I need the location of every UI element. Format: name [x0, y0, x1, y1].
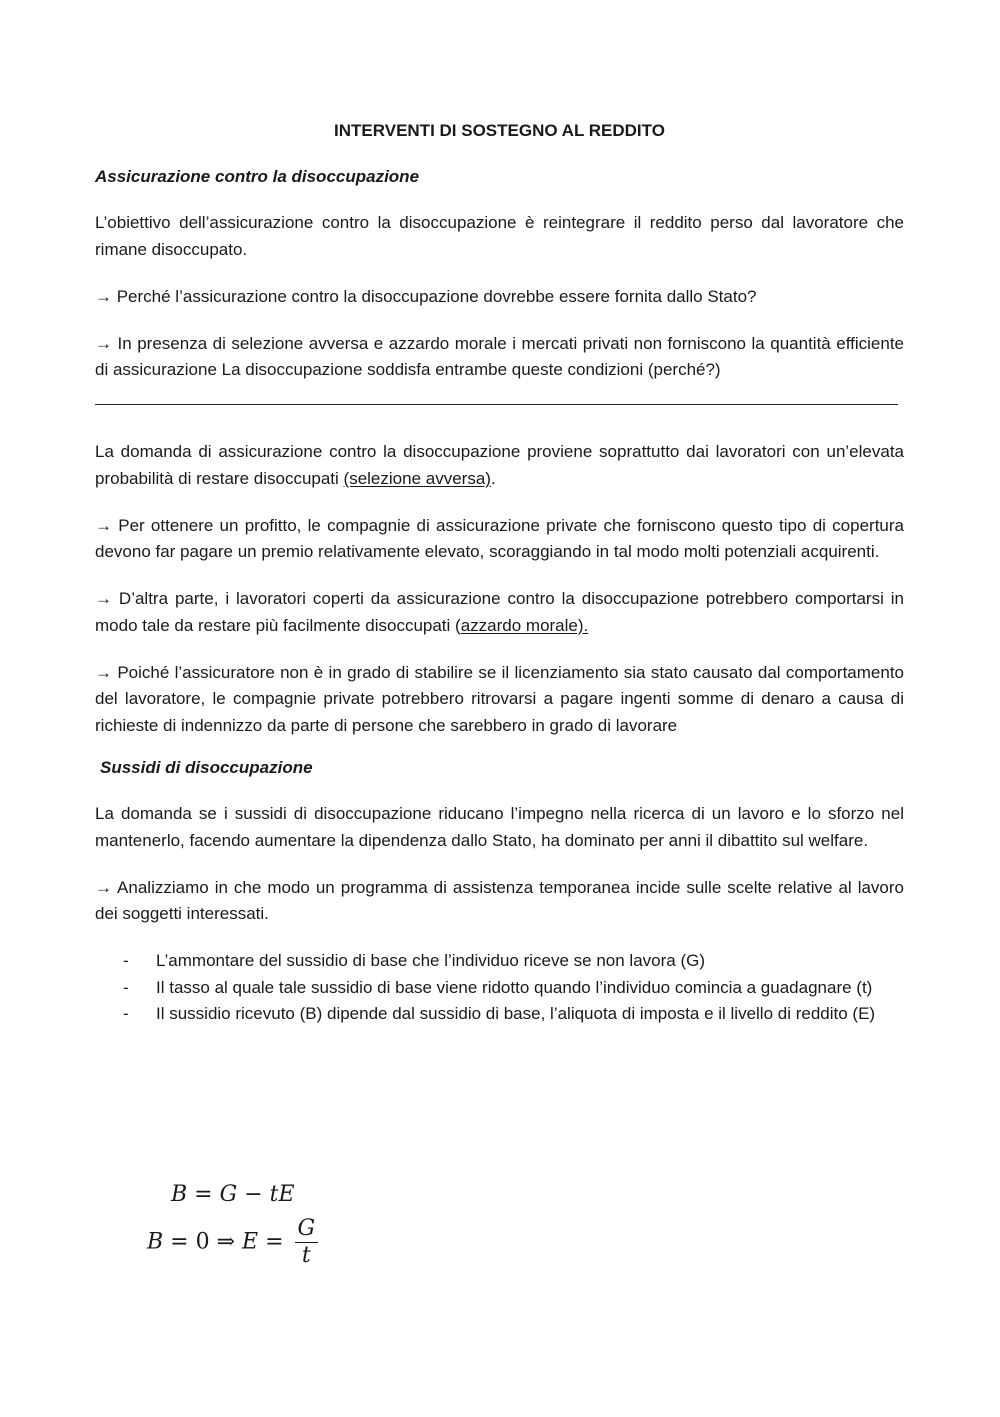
bullet-dash: -: [123, 951, 129, 970]
formula-operator: =: [170, 1229, 189, 1255]
fraction-denominator: t: [301, 1243, 311, 1268]
paragraph: [95, 586, 904, 639]
formula-block: [147, 1178, 447, 1298]
bullet-dash: -: [123, 1004, 129, 1023]
paragraph: → In presenza di selezione avversa e azzardo morale i mercati privati non forniscono la quantità efficiente di assicurazione La disoccupazione soddisfa entrambe queste condizioni (perché?): [95, 333, 904, 379]
paragraph: → Per ottenere un profitto, le compagnie di assicurazione private che forniscono questo tipo di copertura devono far pagare un premio relativamente elevato, scoraggiando in tal modo molti potenziali acquirenti.: [95, 515, 904, 561]
horizontal-rule: [95, 404, 898, 405]
paragraph: [95, 439, 904, 492]
paragraph-text: .: [490, 468, 496, 488]
formula-symbol: tE: [269, 1182, 295, 1207]
formula-number: 0: [195, 1229, 210, 1255]
list-item-text: L’ammontare del sussidio di base che l’individuo riceve se non lavora (G): [156, 951, 706, 970]
formula-symbol: B: [147, 1229, 164, 1255]
list-item-text: Il sussidio ricevuto (B) dipende dal sussidio di base, l’aliquota di imposta e il livello di reddito (E): [156, 1004, 876, 1023]
section-heading-sussidi: Sussidi di disoccupazione: [100, 758, 313, 777]
formula-operator: ⇒: [216, 1229, 236, 1255]
section-heading-assicurazione: Assicurazione contro la disoccupazione: [95, 167, 420, 186]
document-page: [95, 118, 904, 1028]
bullet-list: [95, 948, 904, 1028]
formula-symbol: E: [242, 1229, 259, 1255]
paragraph-text: → D’altra parte, i lavoratori coperti da assicurazione contro la disoccupazione potrebbero comportarsi in modo tale da restare più facilmente disoccupati (: [95, 589, 904, 635]
list-item: [95, 975, 904, 1002]
formula-symbol: B: [171, 1182, 188, 1207]
formula-operator: =: [265, 1229, 284, 1255]
list-item-text: Il tasso al quale tale sussidio di base viene ridotto quando l’individuo comincia a guadagnare (t): [156, 977, 873, 997]
page-title: INTERVENTI DI SOSTEGNO AL REDDITO: [334, 121, 665, 140]
underlined-term-azzardo-morale: azzardo morale).: [460, 615, 589, 635]
equation-benefit: [171, 1182, 295, 1207]
list-item: [95, 948, 904, 975]
formula-fraction: [295, 1216, 319, 1269]
bullet-dash: -: [123, 977, 129, 997]
underlined-term-selezione-avversa: (selezione avversa): [343, 468, 491, 488]
formula-operator: =: [194, 1182, 213, 1207]
paragraph: → Poiché l’assicuratore non è in grado di stabilire se il licenziamento sia stato causato dal comportamento del lavoratore, le compagnie private potrebbero ritrovarsi a pagare ingenti somme di denaro a causa di richieste di indennizzo da parte di persone che sarebbero in grado di lavorare: [95, 662, 904, 735]
paragraph-text: La domanda di assicurazione contro la disoccupazione proviene soprattutto dai lavoratori con un’elevata probabilità di restare disoccupati: [95, 442, 904, 488]
list-item: [95, 1001, 904, 1028]
formula-operator: −: [244, 1182, 263, 1207]
paragraph: La domanda se i sussidi di disoccupazione riducano l’impegno nella ricerca di un lavoro e lo sforzo nel mantenerlo, facendo aumentare la dipendenza dallo Stato, ha dominato per anni il dibattito sul welfare.: [95, 804, 904, 850]
equation-breakeven: [147, 1216, 318, 1269]
paragraph-question: → Perché l’assicurazione contro la disoccupazione dovrebbe essere fornita dallo Stato?: [95, 286, 757, 306]
paragraph: L’obiettivo dell’assicurazione contro la disoccupazione è reintegrare il reddito perso dal lavoratore che rimane disoccupato.: [95, 213, 904, 259]
fraction-numerator: G: [295, 1216, 319, 1243]
paragraph: → Analizziamo in che modo un programma di assistenza temporanea incide sulle scelte relative al lavoro dei soggetti interessati.: [95, 877, 904, 923]
formula-symbol: G: [219, 1182, 238, 1207]
